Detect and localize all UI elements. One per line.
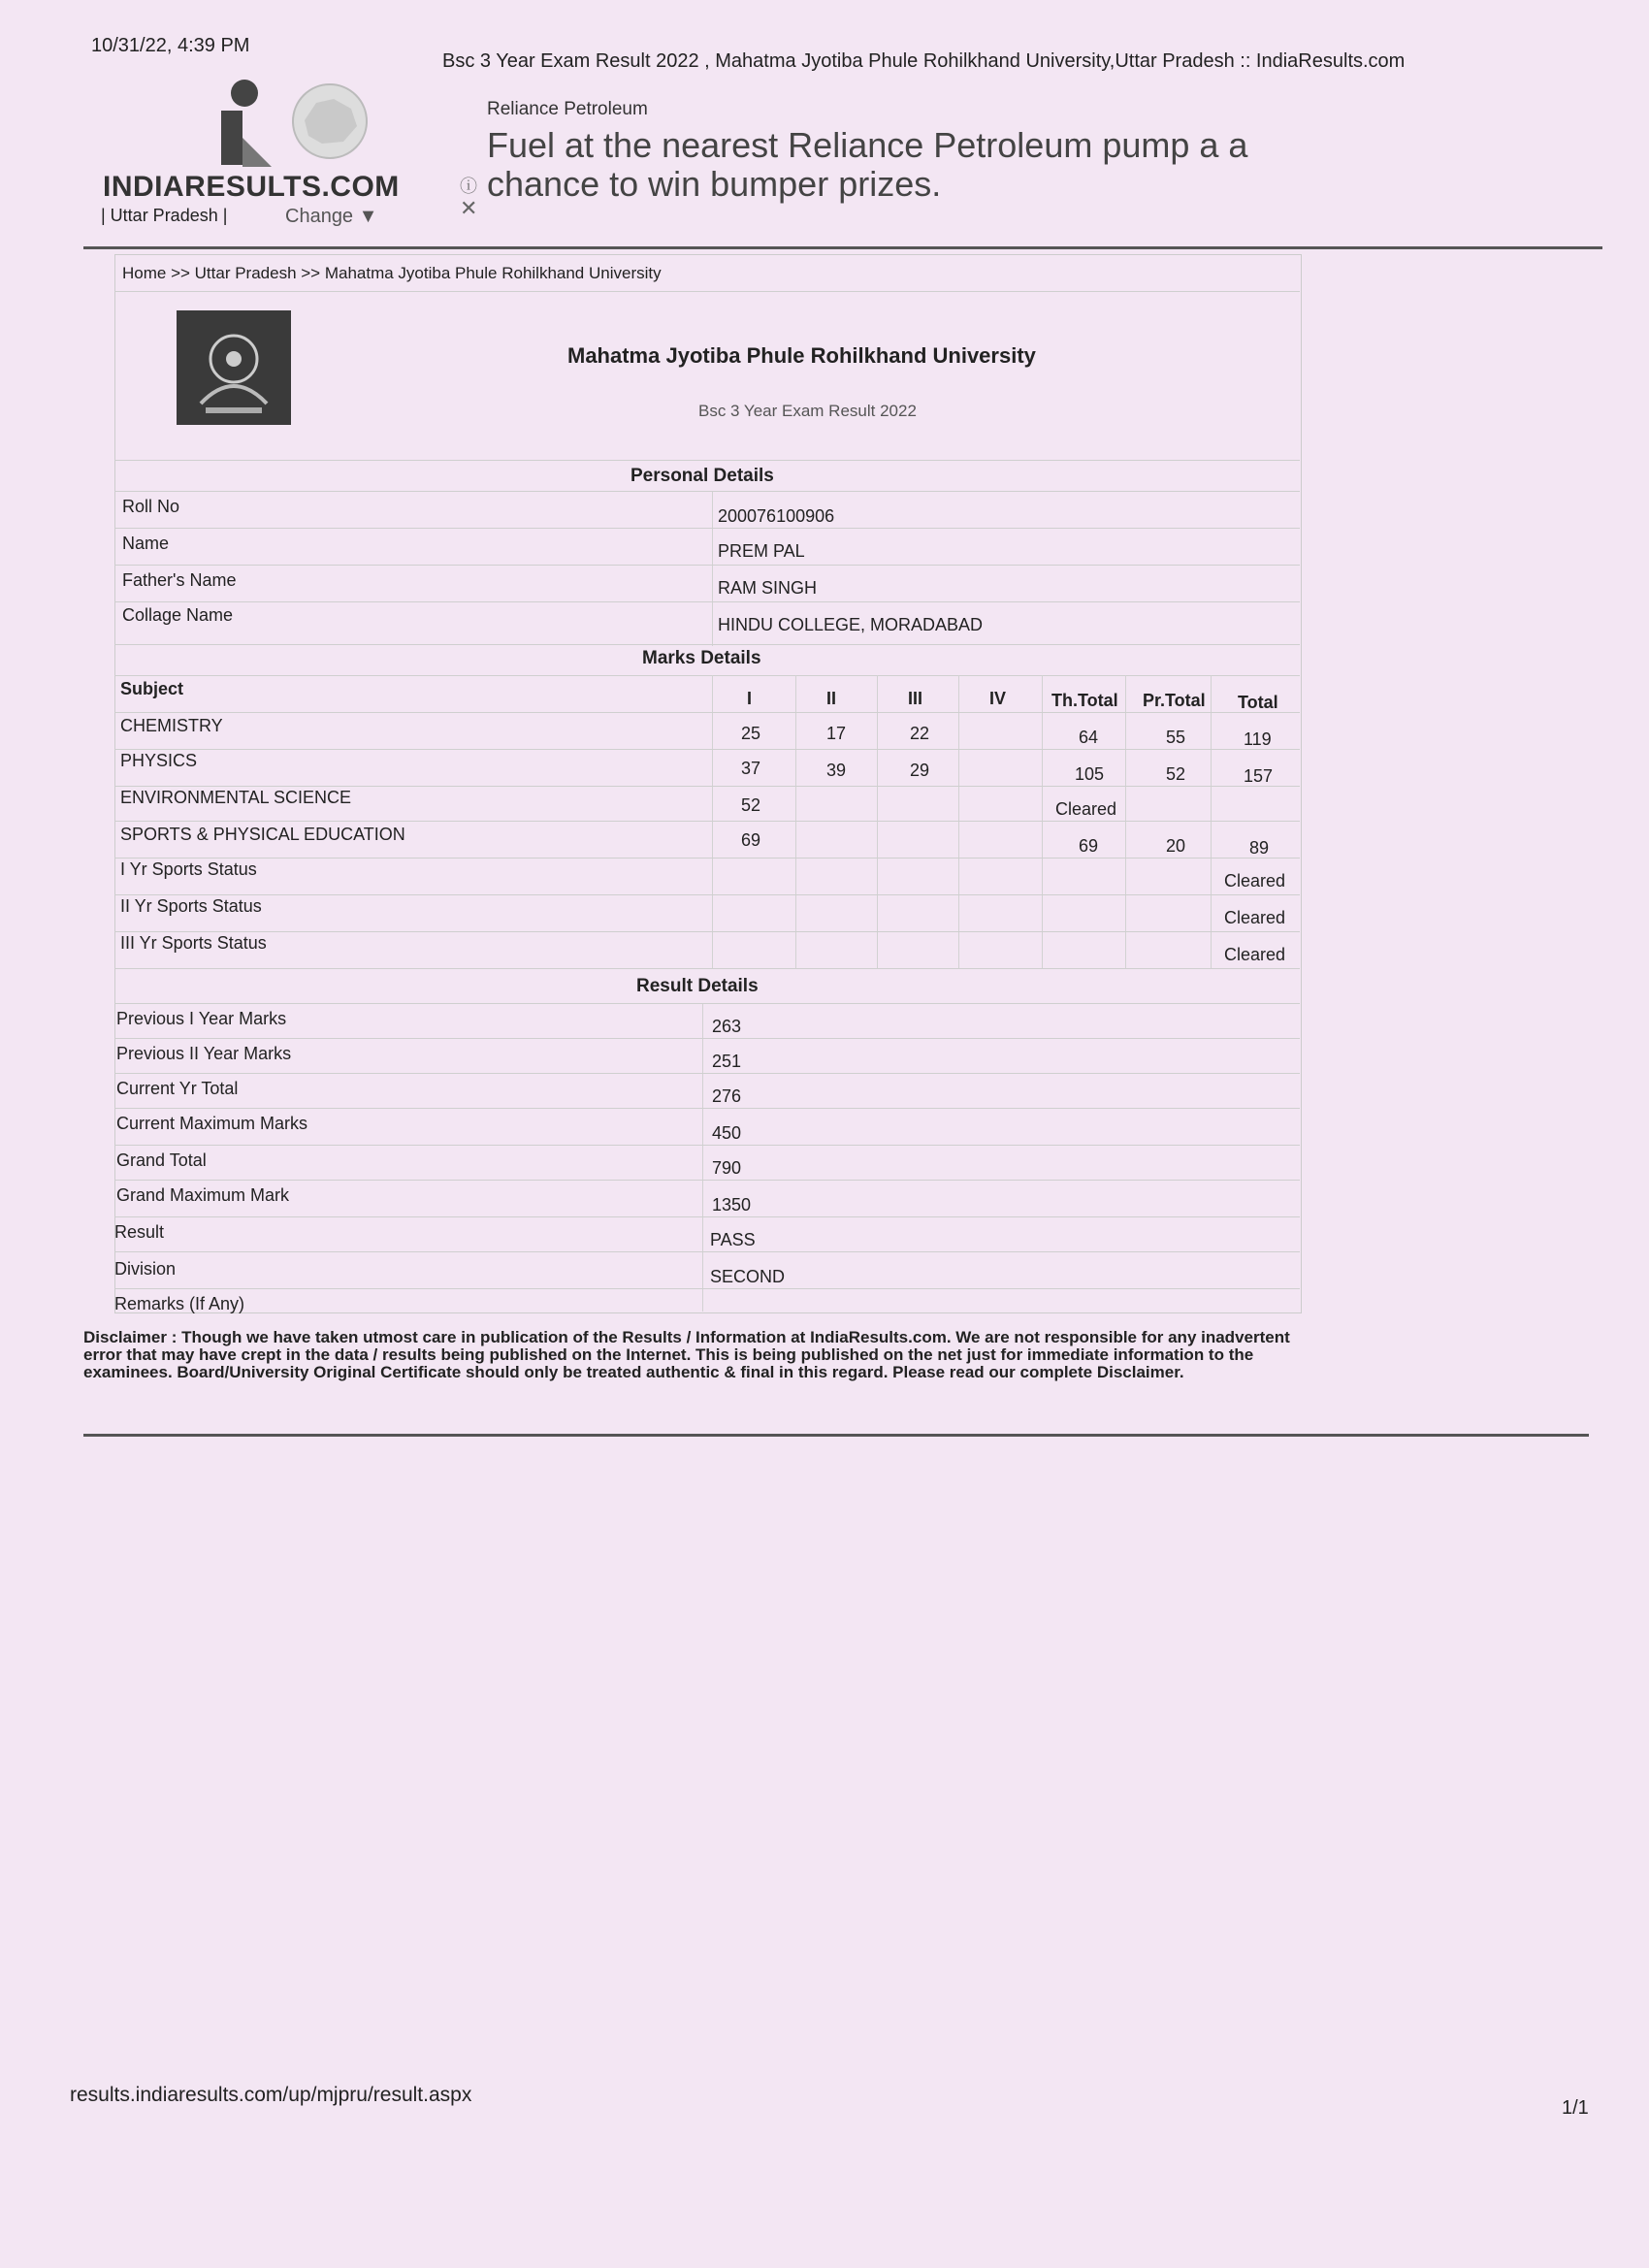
table-row xyxy=(114,1216,1300,1217)
breadcrumb[interactable]: Home >> Uttar Pradesh >> Mahatma Jyotiba Phule Rohilkhand University xyxy=(122,264,662,282)
personal-label: Father's Name xyxy=(122,570,237,590)
table-row xyxy=(114,1038,1300,1039)
result-label: Previous II Year Marks xyxy=(116,1044,292,1063)
personal-label: Name xyxy=(122,534,170,553)
sports-status-value: Cleared xyxy=(1224,945,1286,964)
column-header-i: I xyxy=(747,689,753,708)
subject-name: PHYSICS xyxy=(120,751,198,770)
table-row xyxy=(114,565,1300,566)
table-header-row xyxy=(114,675,1300,676)
table-row xyxy=(114,1180,1300,1181)
marks-column-divider xyxy=(712,675,713,968)
previous-year-2-marks: 251 xyxy=(712,1052,742,1071)
result-label: Previous I Year Marks xyxy=(116,1009,287,1028)
column-header-iv: IV xyxy=(989,689,1007,708)
mark-cell: 52 xyxy=(1166,764,1186,784)
result-label: Current Yr Total xyxy=(116,1079,239,1098)
marks-column-divider xyxy=(1125,675,1126,968)
marks-column-divider xyxy=(1042,675,1043,968)
personal-label: Collage Name xyxy=(122,605,234,625)
mark-cell: 69 xyxy=(1079,836,1099,856)
sports-status-value: Cleared xyxy=(1224,908,1286,927)
exam-name: Bsc 3 Year Exam Result 2022 xyxy=(698,402,917,420)
subject-name: I Yr Sports Status xyxy=(120,859,257,879)
marks-column-divider xyxy=(795,675,796,968)
result-details-heading: Result Details xyxy=(636,976,759,996)
column-header-practical-total: Pr.Total xyxy=(1143,691,1206,710)
marks-column-divider xyxy=(1211,675,1212,968)
subject-name: ENVIRONMENTAL SCIENCE xyxy=(120,788,352,807)
mark-cell: 25 xyxy=(741,724,761,743)
division-value: SECOND xyxy=(710,1267,786,1286)
disclaimer: Disclaimer : Though we have taken utmost care in publication of the Results / Information at IndiaResults.com. We are not responsible for any inadvertent error that may have crept in the data / results being published on the Internet. This is being published on the net just for immediate information to the examinees. Board/University Original Certificate should only be treated authentic & final in this regard. Please read our complete Disclaimer. xyxy=(83,1328,1290,1381)
header-divider xyxy=(83,246,1602,249)
subject-name: III Yr Sports Status xyxy=(120,933,267,953)
university-emblem-icon xyxy=(177,310,291,425)
father-name-value: RAM SINGH xyxy=(718,578,818,598)
university-logo xyxy=(177,310,291,425)
mark-cell: 157 xyxy=(1244,766,1274,786)
print-datetime: 10/31/22, 4:39 PM xyxy=(91,35,250,56)
state-label: | Uttar Pradesh | xyxy=(101,206,228,225)
mark-cell: 69 xyxy=(741,830,761,850)
mark-cell: 64 xyxy=(1079,728,1099,747)
table-row xyxy=(114,491,1300,492)
table-row xyxy=(114,712,1300,713)
mark-cell: 89 xyxy=(1249,838,1270,858)
table-row xyxy=(114,1073,1300,1074)
marks-details-heading: Marks Details xyxy=(642,648,761,668)
personal-details-heading: Personal Details xyxy=(630,466,774,486)
mark-cell: 55 xyxy=(1166,728,1186,747)
result-label: Grand Maximum Mark xyxy=(116,1185,290,1205)
print-footer-url: results.indiaresults.com/up/mjpru/result.aspx xyxy=(70,2084,472,2106)
result-label: Current Maximum Marks xyxy=(116,1114,308,1133)
mark-cell: 119 xyxy=(1244,729,1272,749)
ad-headline[interactable]: Fuel at the nearest Reliance Petroleum pump a a chance to win bumper prizes. xyxy=(487,125,1248,204)
table-row xyxy=(114,786,1300,787)
sports-status-value: Cleared xyxy=(1224,871,1286,891)
mark-cell: 52 xyxy=(741,795,761,815)
roll-number-value: 200076100906 xyxy=(718,506,835,526)
mark-cell: 17 xyxy=(826,724,847,743)
marks-column-divider xyxy=(877,675,878,968)
table-row xyxy=(114,1108,1300,1109)
divider xyxy=(114,291,1300,292)
subject-name: II Yr Sports Status xyxy=(120,896,262,916)
change-state-link[interactable]: Change ▼ xyxy=(285,206,378,227)
column-header-subject: Subject xyxy=(120,679,184,698)
table-row xyxy=(114,1003,1300,1004)
name-value: PREM PAL xyxy=(718,541,805,561)
table-row xyxy=(114,821,1300,822)
subject-name: SPORTS & PHYSICAL EDUCATION xyxy=(120,825,405,844)
mark-cell: 105 xyxy=(1075,764,1105,784)
divider xyxy=(114,460,1300,461)
result-status: PASS xyxy=(710,1230,756,1249)
table-row xyxy=(114,528,1300,529)
column-header-iii: III xyxy=(908,689,923,708)
mark-cell: 39 xyxy=(826,761,847,780)
column-header-total: Total xyxy=(1238,693,1278,712)
current-maximum-marks: 450 xyxy=(712,1123,742,1143)
result-label: Division xyxy=(114,1259,177,1279)
result-label: Remarks (If Any) xyxy=(114,1294,245,1313)
print-page-title: Bsc 3 Year Exam Result 2022 , Mahatma Jyotiba Phule Rohilkhand University,Uttar Pradesh :: IndiaResults.com xyxy=(442,50,1406,72)
info-icon[interactable]: ⓘ xyxy=(460,177,477,196)
table-row xyxy=(114,1145,1300,1146)
grand-total: 790 xyxy=(712,1158,742,1178)
table-row xyxy=(114,858,1300,859)
personal-label: Roll No xyxy=(122,497,180,516)
table-row xyxy=(114,749,1300,750)
table-row xyxy=(114,1288,1300,1289)
print-page-number: 1/1 xyxy=(1562,2097,1589,2119)
result-label: Result xyxy=(114,1222,165,1242)
result-label: Grand Total xyxy=(116,1150,207,1170)
mark-cell: Cleared xyxy=(1055,799,1117,819)
subject-name: CHEMISTRY xyxy=(120,716,223,735)
footer-divider xyxy=(83,1434,1589,1437)
college-name-value: HINDU COLLEGE, MORADABAD xyxy=(718,615,984,634)
advertisement[interactable] xyxy=(456,95,1310,221)
divider xyxy=(114,644,1300,645)
current-year-total: 276 xyxy=(712,1086,742,1106)
divider xyxy=(114,968,1300,969)
site-logo[interactable] xyxy=(101,76,400,231)
table-row xyxy=(114,1251,1300,1252)
site-brand: INDIARESULTS.COM xyxy=(103,171,400,203)
marks-column-divider xyxy=(958,675,959,968)
grand-maximum-mark: 1350 xyxy=(712,1195,752,1215)
ad-advertiser: Reliance Petroleum xyxy=(487,99,648,119)
column-header-ii: II xyxy=(826,689,837,708)
mark-cell: 20 xyxy=(1166,836,1186,856)
column-header-theory-total: Th.Total xyxy=(1051,691,1118,710)
personal-column-divider xyxy=(712,491,713,646)
result-column-divider xyxy=(702,1003,703,1312)
table-row xyxy=(114,601,1300,602)
table-row xyxy=(114,931,1300,932)
previous-year-1-marks: 263 xyxy=(712,1017,742,1036)
table-row xyxy=(114,894,1300,895)
mark-cell: 22 xyxy=(910,724,930,743)
mark-cell: 37 xyxy=(741,759,761,778)
uttar-pradesh-map-icon xyxy=(283,81,376,161)
mark-cell: 29 xyxy=(910,761,930,780)
indiaresults-i-logo-icon xyxy=(215,80,274,169)
university-name: Mahatma Jyotiba Phule Rohilkhand University xyxy=(567,343,1036,368)
close-icon[interactable]: ✕ xyxy=(460,196,478,220)
